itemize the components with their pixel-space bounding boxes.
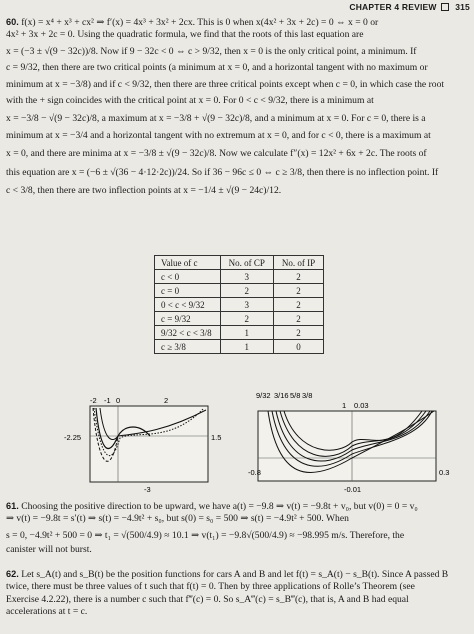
table-cell: 2 [273,312,323,326]
text-line: x = −3/8 − √(9 − 32c)/8, a maximum at x = −3/8 + √(9 − 32c)/8, and a minimum at x = 0. For c = 0, there is a [6,113,426,125]
text-line: this equation are x = (−6 ± √(36 − 4·12·2c))/24. So if 36 − 96c ≤ 0 ⇔ c ≥ 3/8, then there is no inflection point. If [6,166,439,178]
x-tick-label: 1 [342,401,347,410]
text-line: canister will not burst. [6,544,92,556]
section-label: REVIEW [401,2,437,12]
y-value-label: -3 [144,485,151,494]
column-header: Value of c [155,256,221,270]
text-span: Let s_A(t) and s_B(t) be the position functions for cars A and B and let f(t) = s_A(t) − s_B(t). Since A passed B [21,569,449,580]
column-header: No. of IP [273,256,323,270]
table-cell: 2 [273,270,323,284]
table-cell: 0 < c < 9/32 [155,298,221,312]
x-tick-label: 0 [116,396,121,405]
square-icon [441,3,449,11]
table-cell: 2 [273,326,323,340]
x-tick-label: 0.03 [354,401,369,410]
text-line: ⇒ v(t) = −9.8t = s′(t) ⇒ s(t) = −4.9t² + s₀, but s(0) = s₀ = 500 ⇒ s(t) = −4.9t² + 500. When [6,513,349,525]
table-cell: 0 [273,340,323,354]
page-number: 315 [455,2,470,12]
problem-number: 61. [6,501,19,511]
x-value-label: 0.3 [439,468,450,477]
text-line: minimum at x = −3/4 and a horizontal tangent with no extremum at x = 0, and for c < 0, there is a maximum at [6,129,431,141]
graph-left [60,394,240,496]
table-cell: 1 [220,326,273,340]
y-value-label: -2.25 [64,433,82,442]
text-line: twice, there must be three values of t such that f(t) = 0. Then by three applications of Rolle’s Theorem (see [6,581,415,593]
text-line: with the + sign coincides with the critical point at x = 0. For 0 < c < 9/32, there is a minimum at [6,95,374,107]
table-row [155,312,324,326]
text-line: minimum at x = −3/8) and if c < 9/32, then there are three critical points except when c = 0, in which case the root [6,78,445,90]
c-value-label: 9/32 [256,391,271,400]
table-cell: 2 [220,312,273,326]
c-value-label: 3/8 [302,391,313,400]
text-span: f(x) = x⁴ + x³ + cx² ⇒ f′(x) = 4x³ + 3x² + 2cx. This is 0 when x(4x² + 3x + 2c) = 0 ⇔ x = 0 or [21,17,379,28]
text-line: s = 0, −4.9t² + 500 = 0 ⇒ t₁ = √(500/4.9) ≈ 10.1 ⇒ v(t₁) = −9.8√(500/4.9) ≈ −98.995 m/s. Therefore, the [6,529,405,541]
x-tick-label: -1 [104,396,111,405]
table-cell: 3 [220,270,273,284]
text-line: c < 3/8, then there are two inflection points at x = −1/4 ± √(9 − 24c)/12. [6,185,282,197]
table-cell: c = 9/32 [155,312,221,326]
table-row [155,340,324,354]
page-header [349,2,470,12]
table-row [155,270,324,284]
problem-61 [6,500,468,557]
table-cell: 1 [220,340,273,354]
table-cell: c = 0 [155,284,221,298]
table-row [155,284,324,298]
problem-number: 60. [6,17,19,27]
x-tick-label: 2 [164,396,169,405]
c-value-label: 5/8 [290,391,301,400]
text-line [6,500,468,513]
x-value-label: -0.8 [248,468,261,477]
text-line: x = (−3 ± √(9 − 32c))/8. Now if 9 − 32c < 0 ⇔ c > 9/32, then x = 0 is the only critical point, a minimum. If [6,45,417,57]
text-line [6,568,468,581]
table-header-row [155,256,324,270]
problem-number: 62. [6,569,19,579]
problem-60 [6,16,468,197]
text-line: x = 0, and there are minima at x = −3/8 ± √(9 − 32c)/8. Now we calculate f″(x) = 12x² + 6x + 2c. The roots of [6,148,427,160]
table-cell: 2 [273,284,323,298]
table-cell: 2 [273,298,323,312]
text-line: c = 9/32, then there are two critical points (a minimum at x = 0, and a horizontal tangent with no maximum or [6,62,428,74]
graph-right [248,384,462,496]
column-header: No. of CP [220,256,273,270]
y-value-label: -0.01 [344,485,362,494]
text-line [6,16,468,29]
text-line: 4x² + 3x + 2c = 0. Using the quadratic formula, we find that the roots of this last equation are [6,29,364,41]
x-tick-label: -2 [90,396,97,405]
table-cell: 2 [220,284,273,298]
table-cell: 3 [220,298,273,312]
table-cell: c < 0 [155,270,221,284]
text-line: accelerations at t = c. [6,606,88,618]
problem-62 [6,568,468,619]
table-row [155,326,324,340]
c-value-label: 3/16 [274,391,289,400]
table-row [155,298,324,312]
text-span: Choosing the positive direction to be upward, we have a(t) = −9.8 ⇒ v(t) = −9.8t + v₀, but v(0) = 0 = v₀ [21,501,418,512]
table-cell: 9/32 < c < 3/8 [155,326,221,340]
text-line: Exercise 4.2.22), there is a number c such that f‴(c) = 0. So s_A‴(c) = s_B‴(c), that is, A and B had equal [6,593,409,605]
table-cell: c ≥ 3/8 [155,340,221,354]
chapter-label: CHAPTER 4 [349,2,400,12]
y-value-label: 1.5 [211,433,222,442]
cp-ip-table [154,255,324,354]
